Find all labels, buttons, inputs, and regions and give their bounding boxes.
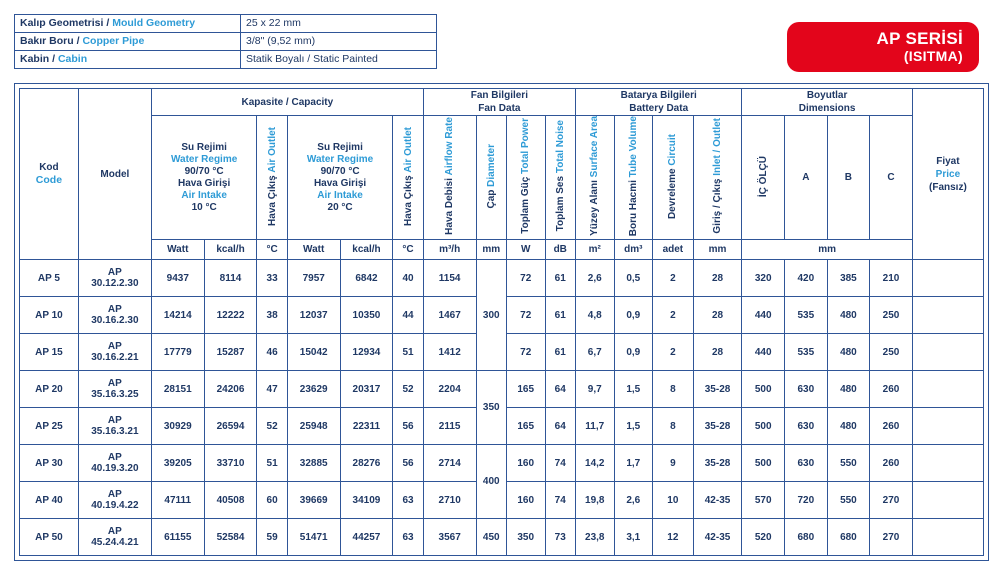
header-air-outlet-2-rot	[403, 127, 414, 226]
header-tube-volume-rot	[628, 116, 639, 236]
unit-row	[20, 240, 984, 260]
header-airflow-rot	[444, 117, 455, 235]
cell-kcalh-1: 52584	[204, 519, 257, 556]
cell-tube-volume: 1,7	[614, 445, 653, 482]
cell-watt-1: 30929	[151, 408, 204, 445]
header-kod	[20, 89, 79, 260]
header-inner-size-tr: İÇ ÖLÇÜ	[757, 155, 769, 197]
header-water-regime-1-val: 90/70 °C	[184, 165, 224, 177]
group-fan-tr: Fan Bilgileri	[470, 90, 528, 101]
header-airflow-tr: Hava Debisi	[444, 178, 456, 236]
cell-tube-volume: 1,5	[614, 371, 653, 408]
group-dimensions-en: Dimensions	[798, 103, 856, 114]
cell-code: AP 5	[20, 260, 79, 297]
header-water-regime-2	[287, 116, 393, 240]
cell-air-outlet-temp-2: 51	[393, 334, 423, 371]
header-airflow	[423, 116, 476, 240]
cell-total-power: 72	[506, 334, 545, 371]
cell-dim-b: 480	[827, 334, 870, 371]
cell-air-outlet-temp-1: 47	[257, 371, 287, 408]
unit-kcalh-2: kcal/h	[340, 240, 393, 260]
cell-dim-b: 480	[827, 297, 870, 334]
cell-model: AP 30.12.2.30	[78, 260, 151, 297]
cell-dim-b: 385	[827, 260, 870, 297]
header-price-en: Price	[935, 168, 961, 180]
series-badge-title: AP SERİSİ	[876, 29, 963, 48]
header-model: Model	[78, 89, 151, 260]
cell-kcalh-2: 28276	[340, 445, 393, 482]
unit-celsius-2: °C	[393, 240, 423, 260]
spec-row	[15, 51, 437, 69]
cell-kcalh-2: 12934	[340, 334, 393, 371]
group-capacity-en: Capacity	[291, 96, 334, 108]
cell-watt-2: 25948	[287, 408, 340, 445]
cell-tube-volume: 1,5	[614, 408, 653, 445]
header-total-noise-tr: Toplam Ses	[554, 176, 566, 232]
cell-inner-size: 320	[742, 260, 785, 297]
cell-dim-b: 480	[827, 408, 870, 445]
cell-airflow: 2714	[423, 445, 476, 482]
header-water-regime-2-en: Water Regime	[306, 153, 374, 165]
cell-watt-1: 9437	[151, 260, 204, 297]
cell-airflow: 2710	[423, 482, 476, 519]
cell-watt-1: 61155	[151, 519, 204, 556]
cell-dim-c: 210	[870, 260, 913, 297]
header-area	[14, 14, 989, 72]
spec-table	[14, 14, 437, 69]
cell-inner-size: 570	[742, 482, 785, 519]
group-battery	[575, 89, 741, 116]
cell-surface-area: 9,7	[575, 371, 614, 408]
cell-code: AP 30	[20, 445, 79, 482]
cell-kcalh-2: 10350	[340, 297, 393, 334]
header-inlet-outlet	[693, 116, 742, 240]
cell-air-outlet-temp-1: 59	[257, 519, 287, 556]
cell-kcalh-1: 15287	[204, 334, 257, 371]
cell-watt-2: 7957	[287, 260, 340, 297]
spec-label-en: Mould Geometry	[112, 17, 196, 29]
cell-total-noise: 64	[545, 371, 575, 408]
header-price	[912, 89, 983, 260]
header-diameter-tr: Çap	[485, 189, 497, 209]
header-water-regime-1	[151, 116, 257, 240]
header-water-regime-1-tr: Su Rejimi	[181, 141, 227, 153]
header-air-intake-1-tr: Hava Girişi	[178, 177, 231, 189]
cell-circuit: 10	[653, 482, 694, 519]
cell-dim-b: 550	[827, 445, 870, 482]
cell-total-power: 160	[506, 482, 545, 519]
cell-circuit: 8	[653, 408, 694, 445]
spec-label-cell: Kalıp Geometrisi / Mould Geometry	[15, 15, 241, 33]
cell-air-outlet-temp-2: 56	[393, 445, 423, 482]
cell-inner-size: 440	[742, 297, 785, 334]
header-air-intake-1-en: Air Intake	[181, 189, 227, 201]
cell-air-outlet-temp-2: 56	[393, 408, 423, 445]
cell-total-noise: 73	[545, 519, 575, 556]
cell-inner-size: 500	[742, 408, 785, 445]
cell-price	[912, 482, 983, 519]
header-air-intake-1-val: 10 °C	[191, 201, 217, 213]
unit-mm-dimensions: mm	[742, 240, 912, 260]
cell-diameter: 400	[476, 445, 506, 519]
header-total-noise-en: Total Noise	[554, 120, 566, 174]
unit-m3h: m³/h	[423, 240, 476, 260]
header-water-regime-1-en: Water Regime	[170, 153, 238, 165]
header-total-power-rot	[520, 118, 531, 234]
header-total-noise	[545, 116, 575, 240]
group-dimensions-tr: Boyutlar	[806, 90, 848, 101]
spec-value-cell: 3/8" (9,52 mm)	[241, 33, 437, 51]
cell-total-power: 72	[506, 297, 545, 334]
cell-model: AP 45.24.4.21	[78, 519, 151, 556]
header-diameter-rot	[486, 144, 497, 209]
cell-model: AP 35.16.3.21	[78, 408, 151, 445]
cell-airflow: 2115	[423, 408, 476, 445]
cell-circuit: 12	[653, 519, 694, 556]
cell-kcalh-2: 20317	[340, 371, 393, 408]
header-surface-area-rot	[589, 116, 600, 236]
specification-table	[19, 88, 984, 556]
cell-inner-size: 520	[742, 519, 785, 556]
cell-total-noise: 74	[545, 445, 575, 482]
header-circuit	[653, 116, 694, 240]
cell-total-noise: 61	[545, 297, 575, 334]
cell-diameter: 300	[476, 260, 506, 371]
header-circuit-tr: Devreleme	[667, 168, 679, 219]
unit-watt-1: Watt	[151, 240, 204, 260]
cell-dim-a: 630	[785, 445, 828, 482]
cell-inner-size: 440	[742, 334, 785, 371]
table-header	[20, 89, 984, 260]
header-price-note: (Fansız)	[929, 181, 967, 193]
cell-dim-a: 630	[785, 408, 828, 445]
header-price-tr: Fiyat	[936, 155, 960, 167]
cell-circuit: 2	[653, 260, 694, 297]
header-air-intake-2-en: Air Intake	[317, 189, 363, 201]
header-surface-area	[575, 116, 614, 240]
cell-price	[912, 445, 983, 482]
cell-price	[912, 371, 983, 408]
header-inlet-outlet-rot	[712, 118, 723, 234]
cell-dim-b: 480	[827, 371, 870, 408]
cell-watt-2: 15042	[287, 334, 340, 371]
header-dim-c: C	[870, 116, 913, 240]
group-fan	[423, 89, 575, 116]
cell-circuit: 8	[653, 371, 694, 408]
cell-airflow: 1412	[423, 334, 476, 371]
cell-inlet-outlet: 28	[693, 334, 742, 371]
cell-dim-c: 250	[870, 297, 913, 334]
group-dimensions	[742, 89, 912, 116]
spec-label-en: Cabin	[57, 53, 88, 65]
unit-dm3: dm³	[614, 240, 653, 260]
cell-dim-c: 260	[870, 371, 913, 408]
header-air-intake-2-tr: Hava Girişi	[313, 177, 367, 189]
group-fan-en: Fan Data	[478, 103, 521, 114]
cell-air-outlet-temp-2: 52	[393, 371, 423, 408]
cell-tube-volume: 2,6	[614, 482, 653, 519]
cell-dim-c: 260	[870, 408, 913, 445]
group-battery-tr: Batarya Bilgileri	[620, 90, 697, 101]
unit-w: W	[506, 240, 545, 260]
cell-air-outlet-temp-2: 63	[393, 519, 423, 556]
header-air-outlet-2-tr: Hava Çıkış	[402, 174, 414, 226]
cell-price	[912, 408, 983, 445]
header-air-outlet-2-en: Air Outlet	[402, 126, 414, 173]
cell-dim-a: 680	[785, 519, 828, 556]
cell-watt-1: 47111	[151, 482, 204, 519]
cell-inlet-outlet: 28	[693, 260, 742, 297]
unit-watt-2: Watt	[287, 240, 340, 260]
cell-total-noise: 61	[545, 334, 575, 371]
cell-dim-c: 260	[870, 445, 913, 482]
cell-dim-c: 270	[870, 519, 913, 556]
cell-code: AP 10	[20, 297, 79, 334]
cell-price	[912, 519, 983, 556]
main-table-container	[14, 83, 989, 561]
unit-m2: m²	[575, 240, 614, 260]
header-total-power	[506, 116, 545, 240]
cell-air-outlet-temp-1: 33	[257, 260, 287, 297]
cell-watt-1: 14214	[151, 297, 204, 334]
cell-airflow: 2204	[423, 371, 476, 408]
cell-circuit: 2	[653, 334, 694, 371]
cell-model: AP 30.16.2.30	[78, 297, 151, 334]
header-water-regime-2-tr: Su Rejimi	[317, 141, 363, 153]
cell-air-outlet-temp-2: 44	[393, 297, 423, 334]
header-inlet-outlet-en: Inlet / Outlet	[712, 118, 724, 177]
cell-total-noise: 74	[545, 482, 575, 519]
cell-dim-c: 250	[870, 334, 913, 371]
spec-label-cell: Kabin / Cabin	[15, 51, 241, 69]
cell-watt-2: 32885	[287, 445, 340, 482]
cell-inner-size: 500	[742, 371, 785, 408]
header-kod-en: Code	[35, 174, 63, 187]
cell-total-power: 165	[506, 371, 545, 408]
header-surface-area-en: Surface Area	[589, 116, 601, 178]
cell-circuit: 9	[653, 445, 694, 482]
cell-kcalh-2: 22311	[340, 408, 393, 445]
table-row	[20, 519, 984, 556]
spec-value-cell: 25 x 22 mm	[241, 15, 437, 33]
spec-label-tr: Kabin	[20, 53, 50, 65]
header-inner-size	[742, 116, 785, 240]
cell-inlet-outlet: 35-28	[693, 408, 742, 445]
spec-label-en: Copper Pipe	[82, 35, 145, 47]
cell-inlet-outlet: 28	[693, 297, 742, 334]
cell-air-outlet-temp-1: 46	[257, 334, 287, 371]
unit-db: dB	[545, 240, 575, 260]
cell-code: AP 15	[20, 334, 79, 371]
series-badge	[787, 22, 979, 72]
cell-air-outlet-temp-2: 40	[393, 260, 423, 297]
header-inner-size-rot	[758, 156, 769, 197]
cell-tube-volume: 0,5	[614, 260, 653, 297]
cell-surface-area: 2,6	[575, 260, 614, 297]
series-badge-subtitle: (ISITMA)	[903, 48, 963, 64]
header-circuit-en: Circuit	[667, 133, 679, 166]
cell-code: AP 40	[20, 482, 79, 519]
unit-mm-inlet: mm	[693, 240, 742, 260]
cell-watt-2: 39669	[287, 482, 340, 519]
unit-mm-diameter: mm	[476, 240, 506, 260]
unit-adet: adet	[653, 240, 694, 260]
cell-kcalh-1: 33710	[204, 445, 257, 482]
header-diameter	[476, 116, 506, 240]
header-air-outlet-1-en: Air Outlet	[266, 126, 278, 173]
cell-tube-volume: 0,9	[614, 334, 653, 371]
cell-dim-a: 535	[785, 297, 828, 334]
cell-watt-1: 28151	[151, 371, 204, 408]
cell-inlet-outlet: 35-28	[693, 445, 742, 482]
spec-label-tr: Kalıp Geometrisi	[20, 17, 104, 29]
spec-value-cell: Statik Boyalı / Static Painted	[241, 51, 437, 69]
cell-tube-volume: 0,9	[614, 297, 653, 334]
cell-dim-a: 720	[785, 482, 828, 519]
cell-watt-1: 17779	[151, 334, 204, 371]
cell-dim-c: 270	[870, 482, 913, 519]
spec-table-body	[15, 15, 437, 69]
cell-surface-area: 4,8	[575, 297, 614, 334]
cell-total-power: 350	[506, 519, 545, 556]
cell-tube-volume: 3,1	[614, 519, 653, 556]
header-total-power-tr: Toplam Güç	[520, 176, 532, 234]
header-kod-tr: Kod	[39, 162, 59, 174]
cell-price	[912, 297, 983, 334]
cell-kcalh-1: 26594	[204, 408, 257, 445]
header-surface-area-tr: Yüzey Alanı	[589, 180, 601, 237]
cell-dim-b: 680	[827, 519, 870, 556]
cell-total-noise: 61	[545, 260, 575, 297]
cell-surface-area: 23,8	[575, 519, 614, 556]
header-dim-a: A	[785, 116, 828, 240]
header-air-outlet-1	[257, 116, 287, 240]
cell-watt-2: 51471	[287, 519, 340, 556]
cell-kcalh-2: 44257	[340, 519, 393, 556]
cell-surface-area: 11,7	[575, 408, 614, 445]
cell-air-outlet-temp-2: 63	[393, 482, 423, 519]
cell-circuit: 2	[653, 297, 694, 334]
cell-airflow: 1467	[423, 297, 476, 334]
cell-total-power: 72	[506, 260, 545, 297]
header-tube-volume	[614, 116, 653, 240]
cell-total-noise: 64	[545, 408, 575, 445]
cell-kcalh-1: 12222	[204, 297, 257, 334]
cell-inlet-outlet: 42-35	[693, 519, 742, 556]
header-air-outlet-2	[393, 116, 423, 240]
cell-watt-1: 39205	[151, 445, 204, 482]
cell-price	[912, 260, 983, 297]
group-battery-en: Battery Data	[629, 103, 689, 114]
cell-model: AP 40.19.3.20	[78, 445, 151, 482]
cell-air-outlet-temp-1: 52	[257, 408, 287, 445]
cell-kcalh-1: 8114	[204, 260, 257, 297]
cell-kcalh-2: 6842	[340, 260, 393, 297]
cell-kcalh-1: 24206	[204, 371, 257, 408]
cell-dim-a: 630	[785, 371, 828, 408]
header-airflow-en: Airflow Rate	[444, 117, 456, 176]
header-air-outlet-1-tr: Hava Çıkış	[266, 174, 278, 226]
cell-dim-a: 420	[785, 260, 828, 297]
cell-air-outlet-temp-1: 51	[257, 445, 287, 482]
cell-air-outlet-temp-1: 38	[257, 297, 287, 334]
table-body	[20, 260, 984, 556]
header-tube-volume-tr: Boru Hacmi	[627, 180, 639, 237]
cell-airflow: 1154	[423, 260, 476, 297]
cell-inlet-outlet: 35-28	[693, 371, 742, 408]
cell-airflow: 3567	[423, 519, 476, 556]
spec-row	[15, 33, 437, 51]
header-total-power-en: Total Power	[520, 118, 532, 175]
header-dim-b: B	[827, 116, 870, 240]
cell-total-power: 160	[506, 445, 545, 482]
header-air-intake-2-val: 20 °C	[327, 201, 353, 213]
cell-inlet-outlet: 42-35	[693, 482, 742, 519]
header-circuit-rot	[667, 134, 678, 219]
cell-code: AP 50	[20, 519, 79, 556]
cell-surface-area: 6,7	[575, 334, 614, 371]
cell-code: AP 25	[20, 408, 79, 445]
cell-dim-a: 535	[785, 334, 828, 371]
cell-inner-size: 500	[742, 445, 785, 482]
cell-watt-2: 12037	[287, 297, 340, 334]
header-water-regime-2-val: 90/70 °C	[320, 165, 360, 177]
header-total-noise-rot	[555, 120, 566, 231]
cell-dim-b: 550	[827, 482, 870, 519]
cell-model: AP 35.16.3.25	[78, 371, 151, 408]
group-capacity: Kapasite / Capacity	[151, 89, 423, 116]
table-row	[20, 371, 984, 408]
cell-model: AP 30.16.2.21	[78, 334, 151, 371]
cell-watt-2: 23629	[287, 371, 340, 408]
group-header-row	[20, 89, 984, 116]
header-air-outlet-1-rot	[267, 127, 278, 226]
spec-row	[15, 15, 437, 33]
group-capacity-tr: Kapasite	[241, 96, 284, 108]
cell-code: AP 20	[20, 371, 79, 408]
unit-kcalh-1: kcal/h	[204, 240, 257, 260]
cell-diameter: 350	[476, 371, 506, 445]
header-inlet-outlet-tr: Giriş / Çıkış	[712, 178, 724, 234]
unit-celsius-1: °C	[257, 240, 287, 260]
cell-kcalh-2: 34109	[340, 482, 393, 519]
cell-price	[912, 334, 983, 371]
table-row	[20, 445, 984, 482]
spec-label-cell: Bakır Boru / Copper Pipe	[15, 33, 241, 51]
cell-surface-area: 19,8	[575, 482, 614, 519]
cell-air-outlet-temp-1: 60	[257, 482, 287, 519]
cell-surface-area: 14,2	[575, 445, 614, 482]
cell-diameter: 450	[476, 519, 506, 556]
spec-label-tr: Bakır Boru	[20, 35, 74, 47]
header-diameter-en: Diameter	[485, 143, 497, 187]
table-row	[20, 260, 984, 297]
header-tube-volume-en: Tube Volume	[627, 116, 639, 178]
column-header-row	[20, 116, 984, 240]
cell-total-power: 165	[506, 408, 545, 445]
cell-model: AP 40.19.4.22	[78, 482, 151, 519]
cell-kcalh-1: 40508	[204, 482, 257, 519]
